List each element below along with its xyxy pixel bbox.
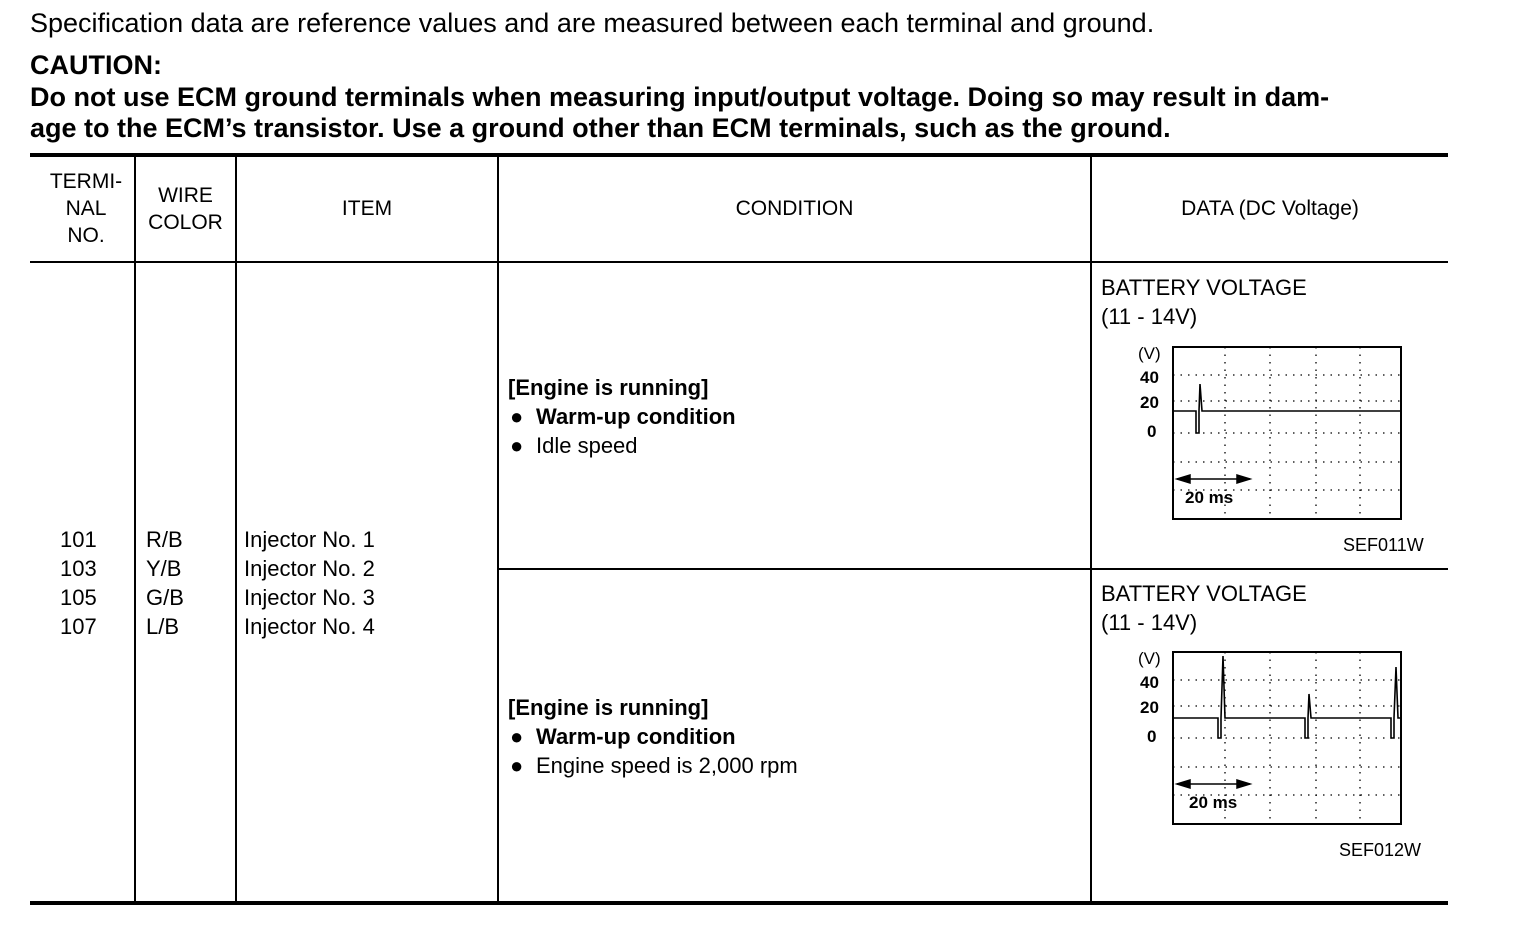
condition-bullet: Idle speed xyxy=(536,433,638,458)
header-bottom-rule xyxy=(30,261,1448,263)
item-column xyxy=(244,525,484,641)
scope-y-0: 0 xyxy=(1147,727,1157,746)
scope-time-scale: 20 ms xyxy=(1185,488,1234,507)
wire-color: Y/B xyxy=(146,556,182,581)
caution-title: CAUTION: xyxy=(30,50,162,80)
col-divider-3 xyxy=(497,156,499,902)
bullet-icon: ● xyxy=(510,753,524,778)
condition-bullet: Warm-up condition xyxy=(536,724,736,749)
header-condition: CONDITION xyxy=(735,197,854,220)
item-name: Injector No. 3 xyxy=(244,585,375,610)
wire-column xyxy=(146,525,226,641)
condition-2 xyxy=(508,693,1078,780)
time-scale-arrow xyxy=(1177,475,1250,483)
caution-body xyxy=(30,82,1460,144)
terminal-no: 107 xyxy=(60,614,97,639)
terminal-no: 103 xyxy=(60,556,97,581)
oscilloscope-1 xyxy=(1130,338,1420,538)
voltage-trace xyxy=(1173,656,1401,738)
header-terminal-no: TERMI- NAL NO. xyxy=(49,170,123,247)
wire-color: L/B xyxy=(146,614,180,639)
row-divider xyxy=(499,568,1448,570)
time-scale-arrow xyxy=(1177,780,1250,788)
bullet-icon: ● xyxy=(510,404,524,429)
scope-y-20: 20 xyxy=(1140,393,1159,412)
header-item: ITEM xyxy=(341,197,393,220)
data-voltage-label: BATTERY VOLTAGE xyxy=(1101,275,1307,300)
voltage-trace xyxy=(1173,384,1401,433)
condition-bullet: Warm-up condition xyxy=(536,404,736,429)
caution-line-2: age to the ECM’s transistor. Use a ground other than ECM terminals, such as the ground. xyxy=(30,113,1171,143)
table-bottom-rule xyxy=(30,901,1448,905)
table-top-rule xyxy=(30,153,1448,157)
scope-y-20: 20 xyxy=(1140,698,1159,717)
figure-code: SEF012W xyxy=(1339,840,1422,860)
terminal-no: 105 xyxy=(60,585,97,610)
scope-y-40: 40 xyxy=(1140,673,1159,692)
data-voltage-range: (11 - 14V) xyxy=(1101,610,1198,635)
bullet-icon: ● xyxy=(510,433,524,458)
data-voltage-range: (11 - 14V) xyxy=(1101,304,1198,329)
data-1-text xyxy=(1101,273,1441,331)
condition-bullet: Engine speed is 2,000 rpm xyxy=(536,753,798,778)
caution-line-1: Do not use ECM ground terminals when measuring input/output voltage. Doing so may result in dam- xyxy=(30,82,1330,112)
bullet-icon: ● xyxy=(510,724,524,749)
wire-color: G/B xyxy=(146,585,184,610)
header-wire-color: WIRE COLOR xyxy=(148,184,223,234)
data-2-text xyxy=(1101,579,1441,637)
scope-time-scale: 20 ms xyxy=(1189,793,1238,812)
condition-1 xyxy=(508,373,1078,460)
item-name: Injector No. 2 xyxy=(244,556,375,581)
figure-code: SEF011W xyxy=(1343,535,1424,555)
header-data: DATA (DC Voltage) xyxy=(1181,197,1359,220)
intro-text: Specification data are reference values and are measured between each terminal and ground. xyxy=(30,8,1155,38)
col-divider-4 xyxy=(1090,156,1092,902)
scope-y-0: 0 xyxy=(1147,422,1157,441)
data-voltage-label: BATTERY VOLTAGE xyxy=(1101,581,1307,606)
condition-heading: [Engine is running] xyxy=(508,695,709,720)
col-divider-1 xyxy=(134,156,136,902)
item-name: Injector No. 1 xyxy=(244,527,375,552)
terminal-column xyxy=(60,525,120,641)
col-divider-2 xyxy=(235,156,237,902)
wire-color: R/B xyxy=(146,527,183,552)
terminal-no: 101 xyxy=(60,527,97,552)
condition-heading: [Engine is running] xyxy=(508,375,709,400)
scope-unit: (V) xyxy=(1138,649,1161,668)
item-name: Injector No. 4 xyxy=(244,614,375,639)
scope-y-40: 40 xyxy=(1140,368,1159,387)
oscilloscope-2 xyxy=(1130,643,1420,843)
scope-unit: (V) xyxy=(1138,344,1161,363)
